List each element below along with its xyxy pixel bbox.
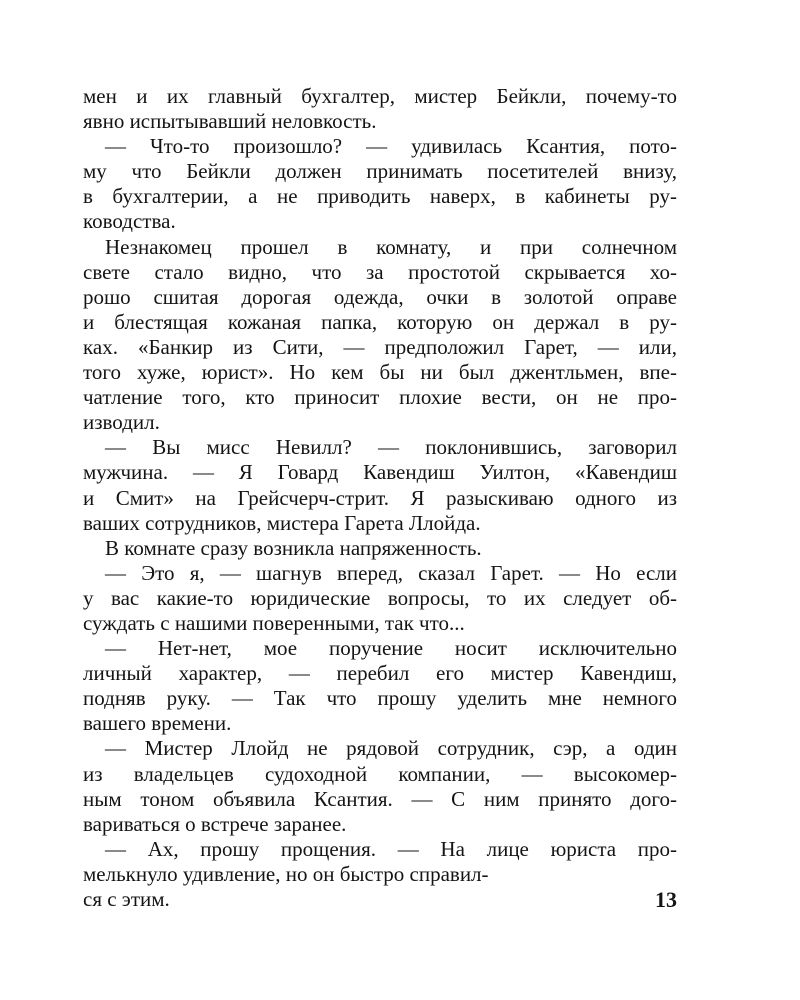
text-line: ся с этим. xyxy=(83,887,170,911)
text-line: В комнате сразу возникла напряженность. xyxy=(105,535,482,560)
last-line-with-page-number xyxy=(83,887,677,912)
body-text xyxy=(83,84,677,912)
text-line: свете стало видно, что за простотой скрывается хо- xyxy=(83,259,677,284)
text-line: мелькнуло удивление, но он быстро справил- xyxy=(83,861,489,886)
text-line: мужчина. — Я Говард Кавендиш Уилтон, «Кавендиш xyxy=(83,460,677,485)
text-line: явно испытывавший неловкость. xyxy=(83,109,377,134)
text-line: из владельцев судоходной компании, — высокомер- xyxy=(83,761,677,786)
text-line: ках. «Банкир из Сити, — предположил Гарет, — или, xyxy=(83,334,677,359)
text-line: чатление того, кто приносит плохие вести, он не про- xyxy=(83,385,677,410)
text-line: суждать с нашими поверенными, так что... xyxy=(83,610,465,635)
text-line: вашего времени. xyxy=(83,711,232,736)
text-line: в бухгалтерии, а не приводить наверх, в кабинеты ру- xyxy=(83,184,677,209)
text-line: — Нет-нет, мое поручение носит исключительно xyxy=(105,636,677,661)
text-line: ваших сотрудников, мистера Гарета Ллойда. xyxy=(83,510,481,535)
text-line: и Смит» на Грейсчерч-стрит. Я разыскиваю одного из xyxy=(83,485,677,510)
text-line: вариваться о встрече заранее. xyxy=(83,811,347,836)
text-line: и блестящая кожаная папка, которую он держал в ру- xyxy=(83,309,677,334)
text-line: изводил. xyxy=(83,410,160,435)
text-line: му что Бейкли должен принимать посетителей внизу, xyxy=(83,159,677,184)
text-line: — Что-то произошло? — удивилась Ксантия, пото- xyxy=(105,134,677,159)
text-line: — Это я, — шагнув вперед, сказал Гарет. — Но если xyxy=(105,560,677,585)
page-number: 13 xyxy=(655,887,677,912)
text-line: того хуже, юрист». Но кем бы ни был джентльмен, впе- xyxy=(83,360,677,385)
text-line: Незнакомец прошел в комнату, и при солнечном xyxy=(105,234,677,259)
text-line: — Ах, прошу прощения. — На лице юриста про- xyxy=(105,836,677,861)
text-line: — Вы мисс Невилл? — поклонившись, заговорил xyxy=(105,435,677,460)
text-line: — Мистер Ллойд не рядовой сотрудник, сэр, а один xyxy=(105,736,677,761)
text-line: подняв руку. — Так что прошу уделить мне немного xyxy=(83,686,677,711)
text-line: мен и их главный бухгалтер, мистер Бейкли, почему-то xyxy=(83,84,677,108)
text-line: рошо сшитая дорогая одежда, очки в золотой оправе xyxy=(83,284,677,309)
text-line: личный характер, — перебил его мистер Кавендиш, xyxy=(83,661,677,686)
text-line: у вас какие-то юридические вопросы, то их следует об- xyxy=(83,585,677,610)
text-line: ководства. xyxy=(83,209,176,234)
text-line: ным тоном объявила Ксантия. — С ним принято дого- xyxy=(83,786,677,811)
